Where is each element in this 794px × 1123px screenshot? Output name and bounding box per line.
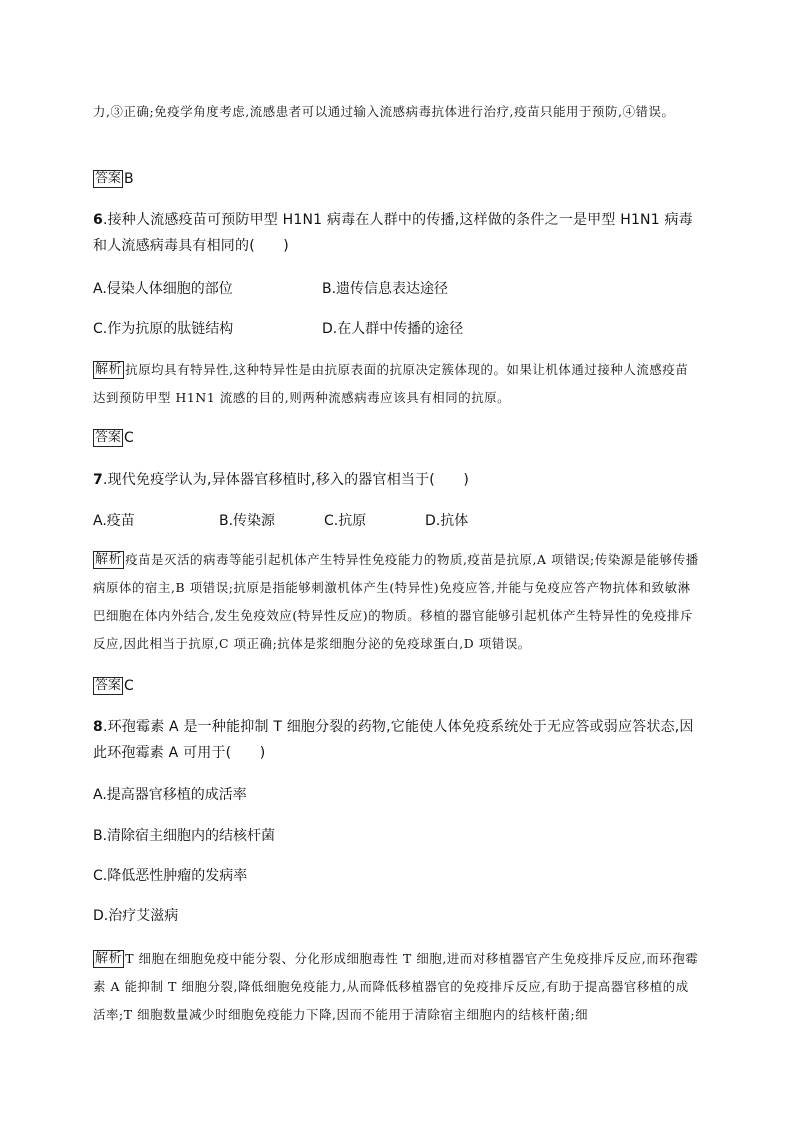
analysis-label: 解析 <box>95 951 123 966</box>
question-stem: .现代免疫学认为,异体器官移植时,移入的器官相当于( ) <box>102 472 470 488</box>
answer-value: C <box>124 430 134 446</box>
analysis-text: T 细胞在细胞免疫中能分裂、分化形成细胞毒性 T 细胞,进而对移植器官产生免疫排斥反应,而环孢霉素 A 能抑制 T 细胞分裂,降低细胞免疫能力,从而降低移植器官的免疫排斥反应,有助于提高器官移植的成活率;T 细胞数量减少时细胞免疫能力下降,因而不能用于清除宿主细胞内的结核杆菌;细 <box>93 951 699 1022</box>
question-number: 8 <box>93 719 103 735</box>
answer-value: B <box>124 171 134 187</box>
option-8a: A.提高器官移植的成活率 <box>93 787 247 803</box>
option-7b: B.传染源 <box>219 513 276 529</box>
answer-5 <box>93 168 701 190</box>
option-8d: D.治疗艾滋病 <box>93 908 179 924</box>
analysis-label: 解析 <box>95 552 123 567</box>
option-6b: B.遗传信息表达途径 <box>322 281 449 297</box>
analysis-8 <box>93 945 701 1029</box>
option-6d: D.在人群中传播的途径 <box>322 321 464 337</box>
question-stem: .环孢霉素 A 是一种能抑制 T 细胞分裂的药物,它能使人体免疫系统处于无应答或弱应答状态,因此环孢霉素 A 可用于( ) <box>93 719 694 761</box>
answer-6 <box>93 427 701 449</box>
option-7c: C.抗原 <box>324 513 367 529</box>
option-8c: C.降低恶性肿瘤的发病率 <box>93 868 248 884</box>
option-7a: A.疫苗 <box>93 513 135 529</box>
answer-label: 答案 <box>95 171 122 186</box>
answer-7 <box>93 675 701 697</box>
question-6 <box>93 207 701 259</box>
question-number: 6 <box>93 212 103 228</box>
option-7d: D.抗体 <box>425 513 469 529</box>
option-8b: B.清除宿主细胞内的结核杆菌 <box>93 828 276 844</box>
previous-explanation: 力,③正确;免疫学角度考虑,流感患者可以通过输入流感病毒抗体进行治疗,疫苗只能用于预防,④错误。 <box>93 104 675 119</box>
option-6c: C.作为抗原的肽链结构 <box>93 321 234 337</box>
question-8 <box>93 714 701 766</box>
analysis-6 <box>93 356 701 412</box>
analysis-text: 疫苗是灭活的病毒等能引起机体产生特异性免疫能力的物质,疫苗是抗原,A 项错误;传染源是能够传播病原体的宿主,B 项错误;抗原是指能够刺激机体产生(特异性)免疫应答,并能与免疫应答产物抗体和致敏淋巴细胞在体内外结合,发生免疫效应(特异性反应)的物质。移植的器官能够引起机体产生特异性的免疫排斥反应,因此相当于抗原,C 项正确;抗体是浆细胞分泌的免疫球蛋白,D 项错误。 <box>93 552 699 651</box>
answer-label: 答案 <box>95 430 122 445</box>
question-stem: .接种人流感疫苗可预防甲型 H1N1 病毒在人群中的传播,这样做的条件之一是甲型 H1N1 病毒和人流感病毒具有相同的( ) <box>93 212 693 254</box>
analysis-7 <box>93 546 701 658</box>
question-number: 7 <box>93 472 103 488</box>
question-7 <box>93 467 701 493</box>
answer-value: C <box>124 678 134 694</box>
option-6a: A.侵染人体细胞的部位 <box>93 281 233 297</box>
analysis-text: 抗原均具有特异性,这种特异性是由抗原表面的抗原决定簇体现的。如果让机体通过接种人流感疫苗达到预防甲型 H1N1 流感的目的,则两种流感病毒应该具有相同的抗原。 <box>93 362 689 405</box>
analysis-label: 解析 <box>95 362 123 377</box>
answer-label: 答案 <box>95 678 122 693</box>
